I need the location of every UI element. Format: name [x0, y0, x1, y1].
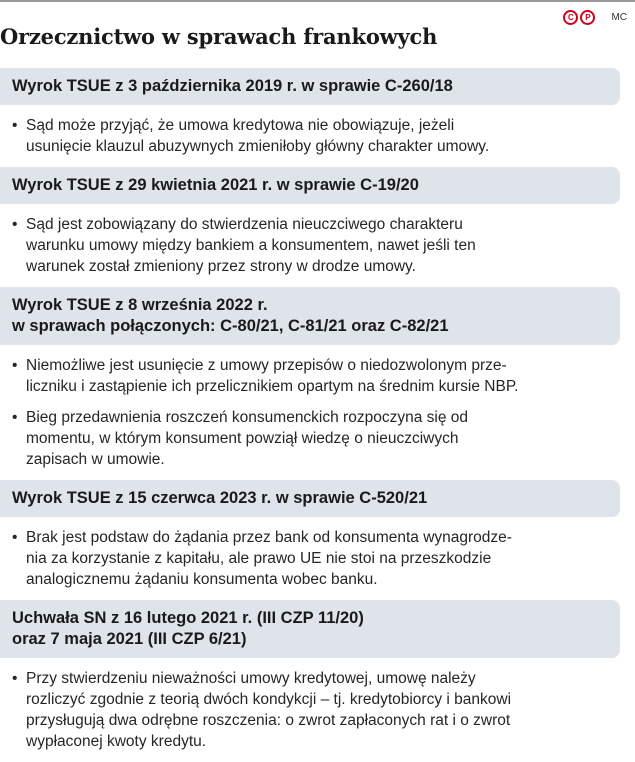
ruling-section — [0, 167, 620, 277]
bullet-text-line: warunek został zmieniony przez strony w drodze umowy. — [26, 258, 416, 275]
bullet-text-line: warunku umowy między bankiem a konsumentem, nawet jeśli ten — [26, 237, 476, 254]
section-heading-line: Wyrok TSUE z 8 września 2022 r. — [12, 296, 268, 314]
section-heading-line: oraz 7 maja 2021 (III CZP 6/21) — [12, 630, 247, 648]
marks — [563, 10, 627, 25]
bullet-list — [0, 105, 620, 157]
section-heading — [0, 68, 620, 105]
section-heading-line: Wyrok TSUE z 15 czerwca 2023 r. w sprawie C-520/21 — [12, 489, 428, 507]
bullet-text-line: przysługują dwa odrębne roszczenia: o zwrot zapłaconych rat i o zwrot — [26, 712, 511, 729]
bullet-dot-icon: • — [12, 117, 18, 134]
bullet-text-line: Sąd jest zobowiązany do stwierdzenia nieuczciwego charakteru — [26, 216, 463, 233]
author-credit: MC — [611, 12, 627, 23]
section-heading — [0, 167, 620, 204]
ruling-section — [0, 600, 620, 752]
bullet-text-line: Przy stwierdzeniu nieważności umowy kredytowej, umowę należy — [26, 670, 476, 687]
bullet-text-line: Bieg przedawnienia roszczeń konsumenckich rozpoczyna się od — [26, 409, 468, 426]
p-mark-icon: P — [580, 10, 595, 25]
section-heading — [0, 287, 620, 345]
section-heading-line: Uchwała SN z 16 lutego 2021 r. (III CZP 11/20) — [12, 609, 364, 627]
bullet-text-line: zapisach w umowie. — [26, 451, 165, 468]
bullet-item — [12, 527, 620, 590]
bullet-dot-icon: • — [12, 357, 18, 374]
bullet-dot-icon: • — [12, 529, 18, 546]
bullet-text-line: rozliczyć zgodnie z teorią dwóch kondykcji – tj. kredytobiorcy i bankowi — [26, 691, 512, 708]
bullet-text-line: analogicznemu żądaniu konsumenta wobec banku. — [26, 571, 378, 588]
bullet-dot-icon: • — [12, 216, 18, 233]
sections-list — [0, 68, 620, 762]
ruling-section — [0, 480, 620, 590]
section-heading — [0, 600, 620, 658]
bullet-item — [12, 668, 620, 752]
bullet-item — [12, 214, 620, 277]
section-heading-line: Wyrok TSUE z 29 kwietnia 2021 r. w sprawie C-19/20 — [12, 176, 419, 194]
bullet-text-line: nia za korzystanie z kapitału, ale prawo UE nie stoi na przeszkodzie — [26, 550, 492, 567]
ruling-section — [0, 287, 620, 470]
bullet-item — [12, 407, 620, 470]
ruling-section — [0, 68, 620, 157]
bullet-text-line: usunięcie klauzul abuzywnych zmieniłoby główny charakter umowy. — [26, 138, 490, 155]
bullet-list — [0, 658, 620, 752]
bullet-text-line: momentu, w którym konsument powziął wiedzę o nieuczciwych — [26, 430, 459, 447]
bullet-list — [0, 517, 620, 590]
bullet-dot-icon: • — [12, 409, 18, 426]
header — [0, 8, 635, 56]
section-heading — [0, 480, 620, 517]
section-heading-line: w sprawach połączonych: C-80/21, C-81/21 oraz C-82/21 — [12, 317, 449, 335]
bullet-text-line: liczniku i zastąpienie ich przelicznikiem opartym na średnim kursie NBP. — [26, 378, 519, 395]
page-title: Orzecznictwo w sprawach frankowych — [0, 24, 438, 49]
bullet-text-line: Sąd może przyjąć, że umowa kredytowa nie obowiązuje, jeżeli — [26, 117, 455, 134]
bullet-text-line: Brak jest podstaw do żądania przez bank od konsumenta wynagrodze- — [26, 529, 512, 546]
copyright-icon: C — [563, 10, 578, 25]
section-heading-line: Wyrok TSUE z 3 października 2019 r. w sprawie C-260/18 — [12, 77, 453, 95]
bullet-text-line: Niemożliwe jest usunięcie z umowy przepisów o niedozwolonym prze- — [26, 357, 507, 374]
bullet-item — [12, 115, 620, 157]
top-rule — [0, 0, 635, 2]
bullet-item — [12, 355, 620, 397]
bullet-dot-icon: • — [12, 670, 18, 687]
bullet-text-line: wypłaconej kwoty kredytu. — [26, 733, 207, 750]
bullet-list — [0, 345, 620, 470]
bullet-list — [0, 204, 620, 277]
